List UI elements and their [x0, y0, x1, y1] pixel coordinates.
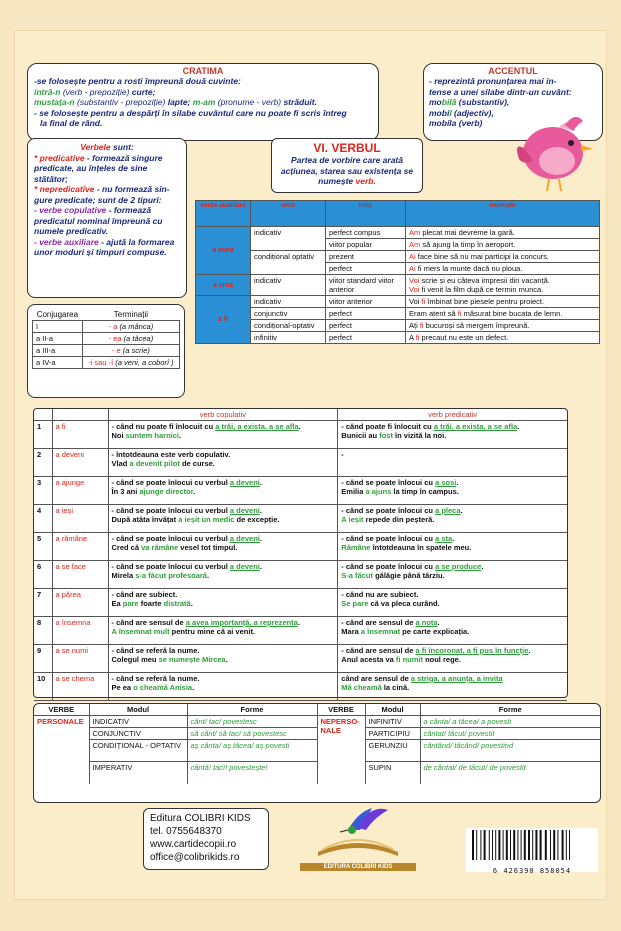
- barcode-bar: [524, 830, 526, 860]
- conj-row-name: a IV-a: [33, 357, 83, 369]
- ct-example-end: noul rege.: [422, 655, 461, 664]
- conj-row-ending: - e (a scrie): [82, 345, 179, 357]
- ct-number: 10: [34, 673, 52, 701]
- accentul-word-1: mobilă (substantiv),: [429, 97, 510, 107]
- ct-number: 5: [34, 533, 52, 561]
- verbul-head-box: [271, 138, 423, 193]
- ct-rule-highlight: a fi încoronat, a fi pus în funcție: [415, 646, 529, 655]
- ct-rule-end: .: [259, 534, 262, 543]
- ct-example-end: de curse.: [179, 459, 215, 468]
- verbele-predicative: * predicative - formează singure predicate, au înțeles de sine stătător;: [34, 152, 163, 184]
- barcode-bar: [550, 830, 551, 860]
- ct-predicative-cell: [338, 673, 567, 701]
- ct-rule: - când se poate înlocui cu verbul: [111, 534, 230, 543]
- verbele-nepredicative: * nepredicative - nu formează sin-gure predicate; sunt de 2 tipuri:: [34, 184, 170, 205]
- barcode-bar: [498, 830, 500, 860]
- ct-row: [34, 533, 567, 561]
- vt-mod: condițional-optativ: [251, 320, 326, 332]
- ct-row: [34, 589, 567, 617]
- ct-rule-end: .: [259, 478, 262, 487]
- ct-example-highlight: se numește Mircea: [158, 655, 226, 664]
- vt-mod: indicativ: [251, 275, 326, 296]
- cratima-line-1: -se folosește pentru a rosti împreună două cuvinte:: [34, 76, 241, 86]
- ct-verb: a se face: [52, 561, 108, 589]
- barcode-bar: [495, 830, 496, 860]
- vt-example: A fi precaut nu este un defect.: [406, 332, 600, 344]
- barcode-bar: [540, 830, 542, 860]
- barcode-bar: [545, 830, 547, 860]
- ct-example-highlight: distrată: [163, 599, 191, 608]
- vt-timp: perfect: [326, 263, 406, 275]
- ct-predicative-cell: [338, 617, 567, 645]
- ct-rule-end: .: [452, 534, 455, 543]
- ct-copulative-cell: [108, 421, 338, 449]
- ct-verb: a se numi: [52, 645, 108, 673]
- mt-personale: PERSONALE: [34, 716, 89, 784]
- mt-forms: aș cânta/ aș tăcea/ aș povesti: [187, 740, 317, 762]
- ct-rule: - întotdeauna este verb copulativ.: [111, 450, 231, 459]
- vt-example: Ai face bine să nu mai participi la concurs.: [406, 251, 600, 263]
- accentul-title: ACCENTUL: [488, 66, 538, 76]
- vt-example: Am plecat mai devreme la gară.: [406, 227, 600, 239]
- accentul-line-2: tense a unei silabe dintr-un cuvânt:: [429, 86, 572, 97]
- ct-copulative-cell: [108, 645, 338, 673]
- ct-rule-highlight: a trăi, a exista, a se afla: [433, 422, 518, 431]
- ct-rule-highlight: a se produce: [435, 562, 482, 571]
- ct-number: 9: [34, 645, 52, 673]
- vt-band-fi: a fi: [196, 296, 251, 344]
- ct-rule-end: .: [528, 646, 531, 655]
- accentul-word-2: mobil (adjectiv),: [429, 107, 494, 118]
- ct-example-end: la cină.: [381, 683, 410, 692]
- cratima-title: CRATIMA: [182, 66, 224, 76]
- mt-forms: a cânta/ a tăcea/ a povesti: [420, 716, 600, 728]
- ct-rule-end: .: [298, 422, 301, 431]
- accentul-line-1: - reprezintă pronunțarea mai in-: [429, 76, 557, 86]
- vt-timp: perfect: [326, 308, 406, 320]
- ct-verb: a însemna: [52, 617, 108, 645]
- ct-number: 7: [34, 589, 52, 617]
- verbele-title: Verbele sunt:: [80, 142, 134, 152]
- ct-example-end: vesel tot timpul.: [178, 543, 238, 552]
- vt-example: Ai fi mers la munte dacă nu ploua.: [406, 263, 600, 275]
- ct-verb: a rămâne: [52, 533, 108, 561]
- ct-row: [34, 617, 567, 645]
- verbul-def-1: Partea de vorbire care arată: [291, 155, 403, 165]
- verbele-box: [27, 138, 187, 298]
- barcode-bar: [532, 830, 533, 860]
- ct-rule-highlight: a avea importanță, a reprezenta: [185, 618, 298, 627]
- barcode-bar: [557, 830, 558, 860]
- ct-example-end: .: [206, 571, 210, 580]
- barcode-bar: [566, 830, 567, 860]
- ct-rule-end: .: [481, 562, 484, 571]
- ct-example-highlight: fost: [379, 431, 393, 440]
- verbul-title: VI. VERBUL: [313, 141, 381, 155]
- barcode-bars: [466, 828, 598, 862]
- vt-band-avea: a avea: [196, 227, 251, 275]
- conj-row-name: I: [33, 321, 83, 333]
- ct-predicative-cell: [338, 505, 567, 533]
- conj-row-ending: -i sau -î (a veni, a coborî ): [82, 357, 179, 369]
- ct-example-end: întotdeauna în spatele meu.: [370, 543, 472, 552]
- mt-mode: SUPIN: [365, 762, 420, 784]
- ct-rule: -: [341, 450, 344, 459]
- mt-forms: cântă! tacì! povestește!: [187, 762, 317, 784]
- mt-forms: de cântat/ de tăcut/ de povestit: [420, 762, 600, 784]
- verbele-copulative: - verbe copulative - formează predicatul nominal împreună cu numele predicativ.: [34, 205, 163, 236]
- ct-example: Mirela: [111, 571, 136, 580]
- ct-rule: - când nu are subiect.: [341, 590, 419, 599]
- ct-example: Ea: [111, 599, 123, 608]
- vt-example: Am să ajung la timp în aeroport.: [406, 239, 600, 251]
- ct-example-highlight: a însemnat: [360, 627, 401, 636]
- ct-rule-end: .: [259, 506, 262, 515]
- ct-example-end: .: [192, 683, 195, 692]
- ct-header-predicativ: verb predicativ: [338, 409, 567, 421]
- ct-rule: - când se poate înlocui cu: [341, 534, 436, 543]
- ct-rule-highlight: a striga, a anunța, a invita: [410, 674, 503, 683]
- ct-example-highlight: a ieșit un medic: [178, 515, 235, 524]
- ct-example: În 3 ani: [111, 487, 140, 496]
- ct-number: 1: [34, 421, 52, 449]
- mt-nepersonale: NEPERSO-NALE: [317, 716, 365, 784]
- vt-header-mod: mod: [251, 201, 326, 227]
- ct-example-highlight: ajunge director: [139, 487, 194, 496]
- copulative-predicative-box: [33, 408, 568, 698]
- ct-number: 3: [34, 477, 52, 505]
- copulative-predicative-table: [34, 409, 567, 701]
- publisher-logo: [288, 800, 428, 872]
- mt-mode: GERUNZIU: [365, 740, 420, 762]
- cratima-line-3: mustața-n (substantiv - prepoziție) lapte; m-am (pronume - verb) străduit.: [34, 97, 317, 107]
- barcode-bar: [503, 830, 504, 860]
- ct-rule: - când are sensul de: [341, 618, 416, 627]
- ct-row: [34, 673, 567, 701]
- barcode: [466, 828, 598, 875]
- auxiliary-verbs-table: [195, 200, 600, 344]
- ct-rule: - când are sensul de: [111, 618, 186, 627]
- ct-example-end: .: [190, 599, 193, 608]
- vt-timp: viitor anterior: [326, 296, 406, 308]
- ct-example: Pe ea: [111, 683, 134, 692]
- ct-rule-end: .: [259, 562, 262, 571]
- ct-example: Anul acesta va: [341, 655, 396, 664]
- ct-example-end: că va pleca curând.: [368, 599, 440, 608]
- ct-example-highlight: A însemnat mult: [111, 627, 170, 636]
- ct-rule: - când are subiect.: [111, 590, 178, 599]
- ct-rule-highlight: a trăi, a exista, a se afla: [215, 422, 299, 431]
- ct-example-highlight: va rămâne: [141, 543, 179, 552]
- ct-copulative-cell: [108, 589, 338, 617]
- ct-rule-highlight: a sosi: [435, 478, 457, 487]
- ct-verb: a ajunge: [52, 477, 108, 505]
- vt-band-vrea: a vrea: [196, 275, 251, 296]
- ct-predicative-cell: [338, 589, 567, 617]
- ct-verb: a deveni: [52, 449, 108, 477]
- vt-example: Ați fi bucuroși să mergem împreună.: [406, 320, 600, 332]
- ct-row: [34, 421, 567, 449]
- ct-rule-highlight: a deveni: [229, 534, 260, 543]
- ct-example-highlight: fi numit: [395, 655, 423, 664]
- ct-rule: - când se referă la nume.: [111, 646, 200, 655]
- ct-copulative-cell: [108, 477, 338, 505]
- mt-forms: să cânt/ să tac/ să povestesc: [187, 728, 317, 740]
- barcode-bar: [569, 830, 570, 860]
- mt-header-modul: Modul: [89, 704, 187, 716]
- vt-mod: conjunctiv: [251, 308, 326, 320]
- cratima-box: [27, 63, 379, 141]
- ct-copulative-cell: [108, 673, 338, 701]
- ct-verb: a părea: [52, 589, 108, 617]
- ct-header-copulativ: verb copulativ: [108, 409, 338, 421]
- ct-example-end: repede din peșteră.: [363, 515, 435, 524]
- ct-example: Mara: [341, 627, 361, 636]
- barcode-bar: [484, 830, 486, 860]
- verbul-def-3: numește verb.: [318, 176, 376, 186]
- ct-rule-end: .: [297, 618, 300, 627]
- publisher-name: Editura COLIBRI KIDS: [150, 813, 251, 824]
- ct-example-end: la timp în campus.: [391, 487, 459, 496]
- ct-rule-end: .: [456, 478, 459, 487]
- vt-mod: indicativ: [251, 296, 326, 308]
- ct-row: [34, 449, 567, 477]
- ct-predicative-cell: [338, 561, 567, 589]
- ct-rule-highlight: a pleca: [435, 506, 461, 515]
- vt-header-auxiliare: verbe auxiliare: [196, 201, 251, 227]
- conj-row-name: a III-a: [33, 345, 83, 357]
- ct-example-highlight: suntem harnici: [125, 431, 180, 440]
- mt-header-verbe: VERBE: [317, 704, 365, 716]
- ct-copulative-cell: [108, 533, 338, 561]
- publisher-email: office@colibrikids.ro: [150, 852, 240, 863]
- ct-rule: - când are sensul de: [341, 646, 416, 655]
- ct-rule-highlight: a deveni: [229, 562, 260, 571]
- logo-text: EDITURA COLIBRI KIDS: [300, 863, 416, 871]
- barcode-bar: [528, 830, 530, 860]
- ct-predicative-cell: [338, 421, 567, 449]
- ct-example: Bunicii au: [341, 431, 380, 440]
- ct-example: Cred că: [111, 543, 142, 552]
- vt-timp: prezent: [326, 251, 406, 263]
- ct-rule: - când se poate înlocui cu: [341, 506, 436, 515]
- verbul-def-2: acțiunea, starea sau existența se: [280, 165, 414, 176]
- mt-forms: cântând/ tăcând/ povestind: [420, 740, 600, 762]
- vt-mod: indicativ: [251, 227, 326, 251]
- vt-timp: perfect: [326, 332, 406, 344]
- ct-row: [34, 561, 567, 589]
- ct-example: Vlad: [111, 459, 130, 468]
- ct-rule: - când se poate înlocui cu verbul: [111, 506, 230, 515]
- ct-example-end: .: [179, 431, 182, 440]
- ct-header-blank: [34, 409, 52, 421]
- ct-example-highlight: a devenit pilot: [129, 459, 180, 468]
- ct-rule-end: .: [517, 422, 520, 431]
- ct-example-end: în vizită la noi.: [392, 431, 447, 440]
- modes-box: [33, 703, 601, 803]
- cratima-line-2: intră-n (verb - prepoziție) curte;: [34, 86, 156, 97]
- ct-header-blank: [52, 409, 108, 421]
- ct-rule: - când se referă la nume.: [111, 674, 200, 683]
- mt-header-verbe: VERBE: [34, 704, 89, 716]
- ct-example-end: .: [193, 487, 196, 496]
- barcode-number: 6 426390 858054: [492, 867, 572, 875]
- ct-copulative-cell: [108, 561, 338, 589]
- ct-copulative-cell: [108, 617, 338, 645]
- ct-example: Emilia: [341, 487, 366, 496]
- mt-mode: PARTICIPIU: [365, 728, 420, 740]
- barcode-bar: [506, 830, 508, 860]
- ct-rule-end: .: [437, 618, 440, 627]
- ct-number: 2: [34, 449, 52, 477]
- ct-example-highlight: Mă cheamă: [341, 683, 382, 692]
- conj-header-conjugarea: Conjugarea: [33, 309, 83, 321]
- ct-example-end: gălăgie până târziu.: [372, 571, 445, 580]
- modes-table: [34, 704, 600, 784]
- ct-rule: când are sensul de: [341, 674, 411, 683]
- publisher-box: [143, 808, 269, 870]
- cratima-line-5: la final de rând.: [40, 118, 103, 128]
- ct-example: Noi: [111, 431, 126, 440]
- vt-header-timp: timp: [326, 201, 406, 227]
- ct-verb: a se chema: [52, 673, 108, 701]
- ct-rule: - când se poate înlocui cu verbul: [111, 478, 230, 487]
- ct-example-end: de excepție.: [234, 515, 280, 524]
- conj-row-ending: - a (a mânca): [82, 321, 179, 333]
- ct-verb: a ieși: [52, 505, 108, 533]
- ct-example-highlight: s-a făcut profesoară: [135, 571, 207, 580]
- ct-rule-end: .: [460, 506, 463, 515]
- vt-example: Voi scrie și eu câteva impresii din vacanță. Voi fi venit la film după ce termin munca.: [406, 275, 600, 296]
- barcode-bar: [535, 830, 537, 860]
- mt-mode: CONDIȚIONAL - OPTATIV: [89, 740, 187, 762]
- ct-rule: - când nu poate fi înlocuit cu: [111, 422, 216, 431]
- ct-example-highlight: Rămâne: [341, 543, 371, 552]
- ct-rule-highlight: a nota: [415, 618, 438, 627]
- conj-row-ending: - ea (a tăcea): [82, 333, 179, 345]
- ct-example-end: foarte: [138, 599, 164, 608]
- conj-header-terminatii: Terminații: [82, 309, 179, 321]
- mt-mode: INFINITIV: [365, 716, 420, 728]
- verbele-auxiliare: - verbe auxiliare - ajută la formarea unor moduri și timpuri compuse.: [34, 236, 175, 257]
- ct-rule: - când poate fi înlocuit cu: [341, 422, 434, 431]
- mt-forms: cânt/ tac/ povestesc: [187, 716, 317, 728]
- barcode-bar: [513, 830, 515, 860]
- ct-predicative-cell: [338, 477, 567, 505]
- ct-row: [34, 477, 567, 505]
- barcode-bar: [553, 830, 555, 860]
- barcode-bar: [562, 830, 564, 860]
- ct-verb: a fi: [52, 421, 108, 449]
- conjugare-box: [27, 304, 185, 398]
- barcode-bar: [476, 830, 477, 860]
- vt-mod: infinitiv: [251, 332, 326, 344]
- vt-example: Eram atent să fi măsurat bine bucata de lemn.: [406, 308, 600, 320]
- vt-timp: viitor standard viitor anterior: [326, 275, 406, 296]
- ct-example: Colegul meu: [111, 655, 159, 664]
- ct-example-highlight: pare: [122, 599, 139, 608]
- ct-rule-highlight: a deveni: [229, 506, 260, 515]
- ct-rule: - când se poate înlocui cu: [341, 562, 436, 571]
- mt-mode: CONJUNCTIV: [89, 728, 187, 740]
- ct-predicative-cell: [338, 533, 567, 561]
- ct-copulative-cell: [108, 505, 338, 533]
- hummingbird-book-icon: [288, 800, 428, 858]
- ct-rule-highlight: a sta: [435, 534, 453, 543]
- vt-timp: perfect compus: [326, 227, 406, 239]
- conjugare-table: [32, 309, 180, 369]
- ct-example-end: pentru mine că ai venit.: [169, 627, 256, 636]
- ct-predicative-cell: [338, 449, 567, 477]
- ct-row: [34, 645, 567, 673]
- ct-number: 8: [34, 617, 52, 645]
- ct-rule-highlight: a deveni: [229, 478, 260, 487]
- vt-header-exemple: exemple: [406, 201, 600, 227]
- ct-example-highlight: Se pare: [341, 599, 369, 608]
- mt-mode: INDICATIV: [89, 716, 187, 728]
- ct-example-highlight: o cheamă Anisia: [133, 683, 193, 692]
- ct-example: După atâta învățat: [111, 515, 179, 524]
- ct-example-highlight: a ajuns: [365, 487, 392, 496]
- barcode-bar: [489, 830, 490, 860]
- barcode-bar: [521, 830, 522, 860]
- ct-example-end: .: [225, 655, 228, 664]
- ct-example-highlight: S-a făcut: [341, 571, 373, 580]
- vt-timp: viitor popular: [326, 239, 406, 251]
- ct-number: 6: [34, 561, 52, 589]
- vt-timp: perfect: [326, 320, 406, 332]
- publisher-phone: tel. 0755648370: [150, 826, 222, 837]
- ct-predicative-cell: [338, 645, 567, 673]
- accentul-word-3: mobila (verb): [429, 118, 483, 128]
- mt-header-modul: Modul: [365, 704, 420, 716]
- barcode-bar: [472, 830, 474, 860]
- conj-row-name: a II-a: [33, 333, 83, 345]
- publisher-website: www.cartidecopii.ro: [150, 839, 237, 850]
- barcode-bar: [517, 830, 518, 860]
- ct-number: 4: [34, 505, 52, 533]
- ct-example-end: pe carte explicația.: [400, 627, 470, 636]
- ct-rule: - când se poate înlocui cu verbul: [111, 562, 230, 571]
- vt-example: Voi fi îmbinat bine piesele pentru proiect.: [406, 296, 600, 308]
- ct-copulative-cell: [108, 449, 338, 477]
- barcode-bar: [480, 830, 481, 860]
- ct-rule: - când se poate înlocui cu: [341, 478, 436, 487]
- mt-header-forme: Forme: [420, 704, 600, 716]
- barcode-bar: [492, 830, 493, 860]
- ct-row: [34, 505, 567, 533]
- barcode-bar: [510, 830, 511, 860]
- mt-mode: IMPERATIV: [89, 762, 187, 784]
- cratima-line-4: - se folosește pentru a despărți în silabe cuvântul care nu poate fi scris întreg: [34, 107, 347, 118]
- vt-mod: condițional optativ: [251, 251, 326, 275]
- ct-example-highlight: A ieșit: [341, 515, 364, 524]
- bird-illustration: [513, 105, 599, 193]
- mt-header-forme: Forme: [187, 704, 317, 716]
- mt-forms: cântat/ tăcut/ povestit: [420, 728, 600, 740]
